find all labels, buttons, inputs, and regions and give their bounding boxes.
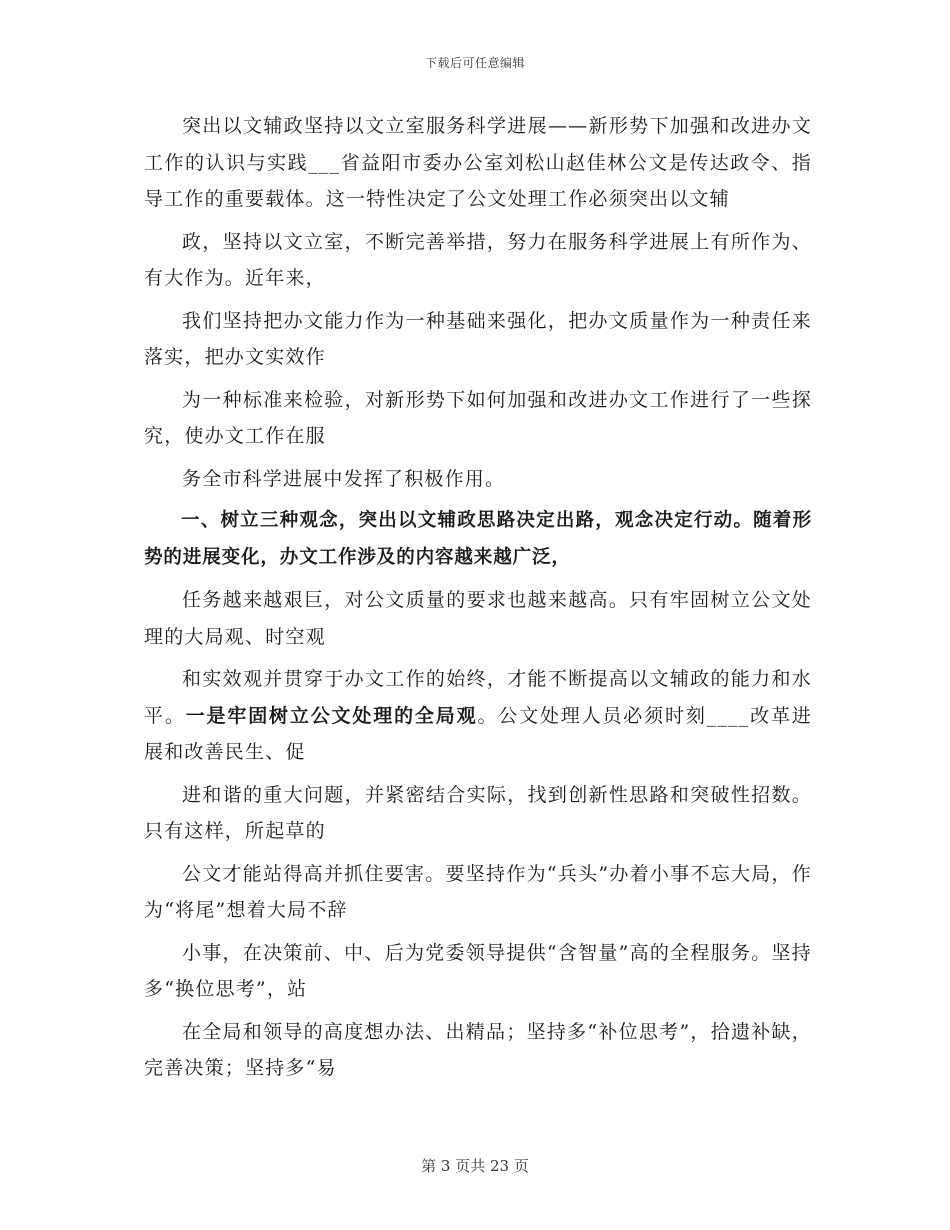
paragraph-8: 进和谐的重大问题，并紧密结合实际，找到创新性思路和突破性招数。只有这样，所起草的 — [144, 783, 812, 842]
page-footer: 第 3 页共 23 页 — [421, 1157, 529, 1175]
page-header: 下载后可任意编辑 — [424, 56, 525, 70]
paragraph-11: 在全局和领导的高度想办法、出精品；坚持多“补位思考”，拾遗补缺，完善决策；坚持多“易 — [144, 1020, 812, 1079]
paragraph-7-pre: 和实效观并贯穿于办文工作的始终，才能不断提高以文辅政的能力和水平。 — [144, 668, 812, 727]
paragraph-3: 我们坚持把办文能力作为一种基础来强化，把办文质量作为一种责任来落实，把办文实效作 — [144, 309, 812, 368]
paragraph-7-bold: 一是牢固树立公文处理的全局观 — [185, 704, 478, 727]
paragraph-7 — [144, 661, 812, 771]
paragraph-9: 公文才能站得高并抓住要害。要坚持作为“兵头”办着小事不忘大局，作为“将尾”想着大局不辞 — [144, 862, 812, 921]
paragraph-10: 小事，在决策前、中、后为党委领导提供“含智量”高的全程服务。坚持多“换位思考”，站 — [144, 941, 812, 1000]
paragraph-4: 为一种标准来检验，对新形势下如何加强和改进办文工作进行了一些探究，使办文工作在服 — [144, 388, 812, 447]
paragraph-6: 任务越来越艰巨，对公文质量的要求也越来越高。只有牢固树立公文处理的大局观、时空观 — [144, 589, 812, 648]
section-heading: 一、树立三种观念，突出以文辅政思路决定出路，观念决定行动。随着形势的进展变化，办文工作涉及的内容越来越广泛， — [144, 510, 812, 568]
paragraph-2: 政，坚持以文立室，不断完善举措，努力在服务科学进展上有所作为、有大作为。近年来， — [144, 230, 812, 289]
paragraph-5: 务全市科学进展中发挥了积极作用。 — [182, 467, 506, 490]
paragraph-1: 突出以文辅政坚持以文立室服务科学进展——新形势下加强和改进办文工作的认识与实践___省益阳市委办公室刘松山赵佳林公文是传达政令、指导工作的重要载体。这一特性决定了公文处理工作必须突出以文辅 — [144, 115, 812, 210]
paragraph-7-post: 。公文处理人员必须时刻____改革进展和改善民生、促 — [144, 704, 812, 763]
document-body — [144, 108, 812, 1093]
